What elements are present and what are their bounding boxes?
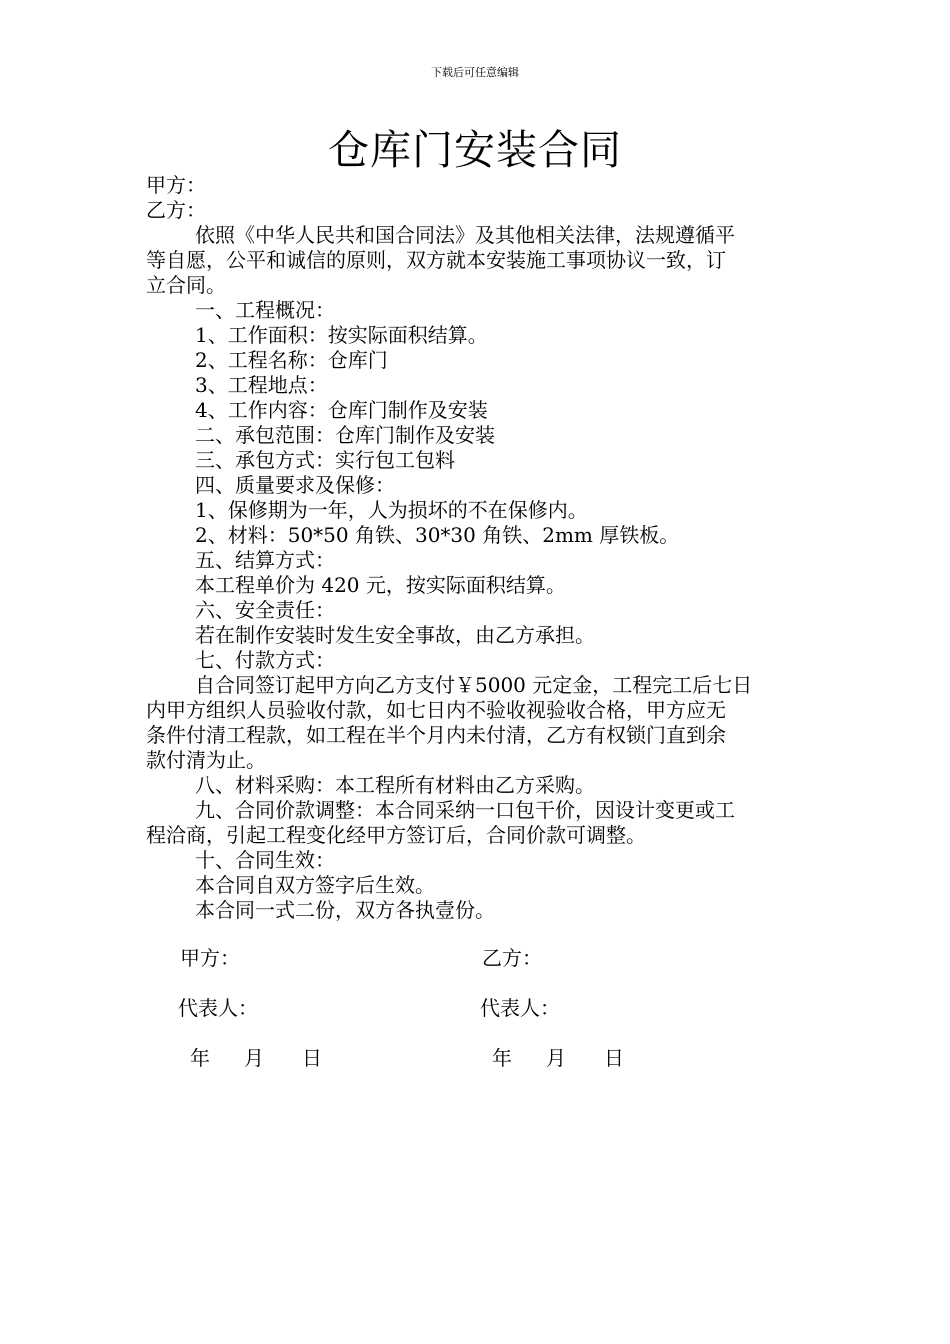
intro-line: 依照《中华人民共和国合同法》及其他相关法律，法规遵循平 — [195, 223, 735, 247]
signature-date-a — [190, 1046, 322, 1071]
intro-line: 立合同。 — [146, 273, 226, 297]
date-month-a: 月 — [244, 1046, 264, 1070]
payment-paragraph — [146, 673, 806, 773]
clause-line: 六、安全责任： — [195, 598, 335, 622]
clause-line: 3、工程地点： — [195, 373, 328, 397]
document-title: 仓库门安装合同 — [328, 126, 622, 174]
effect-line: 十、合同生效： — [195, 848, 335, 872]
clause-line: 四、质量要求及保修： — [195, 473, 395, 497]
clause-line: 4、工作内容：仓库门制作及安装 — [195, 398, 488, 422]
signature-rep-a: 代表人： — [178, 996, 258, 1020]
party-a-line: 甲方： — [146, 173, 206, 197]
contract-body — [146, 173, 806, 923]
clause-line: 1、工作面积：按实际面积结算。 — [195, 323, 488, 347]
date-year-a: 年 — [190, 1046, 210, 1070]
clause-line: 2、材料：50*50 角铁、30*30 角铁、2mm 厚铁板。 — [195, 523, 680, 547]
date-year-b: 年 — [492, 1046, 512, 1070]
intro-paragraph — [146, 223, 806, 298]
date-day-b: 日 — [604, 1046, 624, 1070]
date-day-a: 日 — [302, 1046, 322, 1070]
signature-rep-b: 代表人： — [480, 996, 560, 1020]
date-month-b: 月 — [546, 1046, 566, 1070]
payment-line: 自合同签订起甲方向乙方支付￥5000 元定金，工程完工后七日 — [195, 673, 753, 697]
clause-line: 二、承包范围：仓库门制作及安装 — [195, 423, 495, 447]
adjustment-paragraph — [146, 798, 806, 848]
materials-clause: 八、材料采购：本工程所有材料由乙方采购。 — [195, 773, 595, 797]
clause-line: 五、结算方式： — [195, 548, 335, 572]
clause-line: 三、承包方式：实行包工包料 — [195, 448, 455, 472]
payment-line: 款付清为止。 — [146, 748, 266, 772]
signature-party-b: 乙方： — [482, 946, 542, 970]
header-note: 下载后可任意编辑 — [431, 66, 519, 79]
adjustment-line: 九、合同价款调整：本合同采纳一口包干价，因设计变更或工 — [195, 798, 735, 822]
adjustment-line: 程洽商，引起工程变化经甲方签订后，合同价款可调整。 — [146, 823, 646, 847]
effect-line: 本合同一式二份，双方各执壹份。 — [195, 898, 495, 922]
payment-line: 内甲方组织人员验收付款，如七日内不验收视验收合格，甲方应无 — [146, 698, 726, 722]
clause-line: 七、付款方式： — [195, 648, 335, 672]
signature-party-a: 甲方： — [180, 946, 240, 970]
intro-line: 等自愿，公平和诚信的原则，双方就本安装施工事项协议一致，订 — [146, 248, 726, 272]
clause-line: 若在制作安装时发生安全事故，由乙方承担。 — [195, 623, 595, 647]
clause-line: 一、工程概况： — [195, 298, 335, 322]
payment-line: 条件付清工程款，如工程在半个月内未付清，乙方有权锁门直到余 — [146, 723, 726, 747]
signature-date-b — [492, 1046, 624, 1071]
clause-line: 1、保修期为一年，人为损坏的不在保修内。 — [195, 498, 588, 522]
clause-line: 2、工程名称：仓库门 — [195, 348, 388, 372]
party-b-line: 乙方： — [146, 198, 206, 222]
effect-line: 本合同自双方签字后生效。 — [195, 873, 435, 897]
clause-line: 本工程单价为 420 元，按实际面积结算。 — [195, 573, 566, 597]
